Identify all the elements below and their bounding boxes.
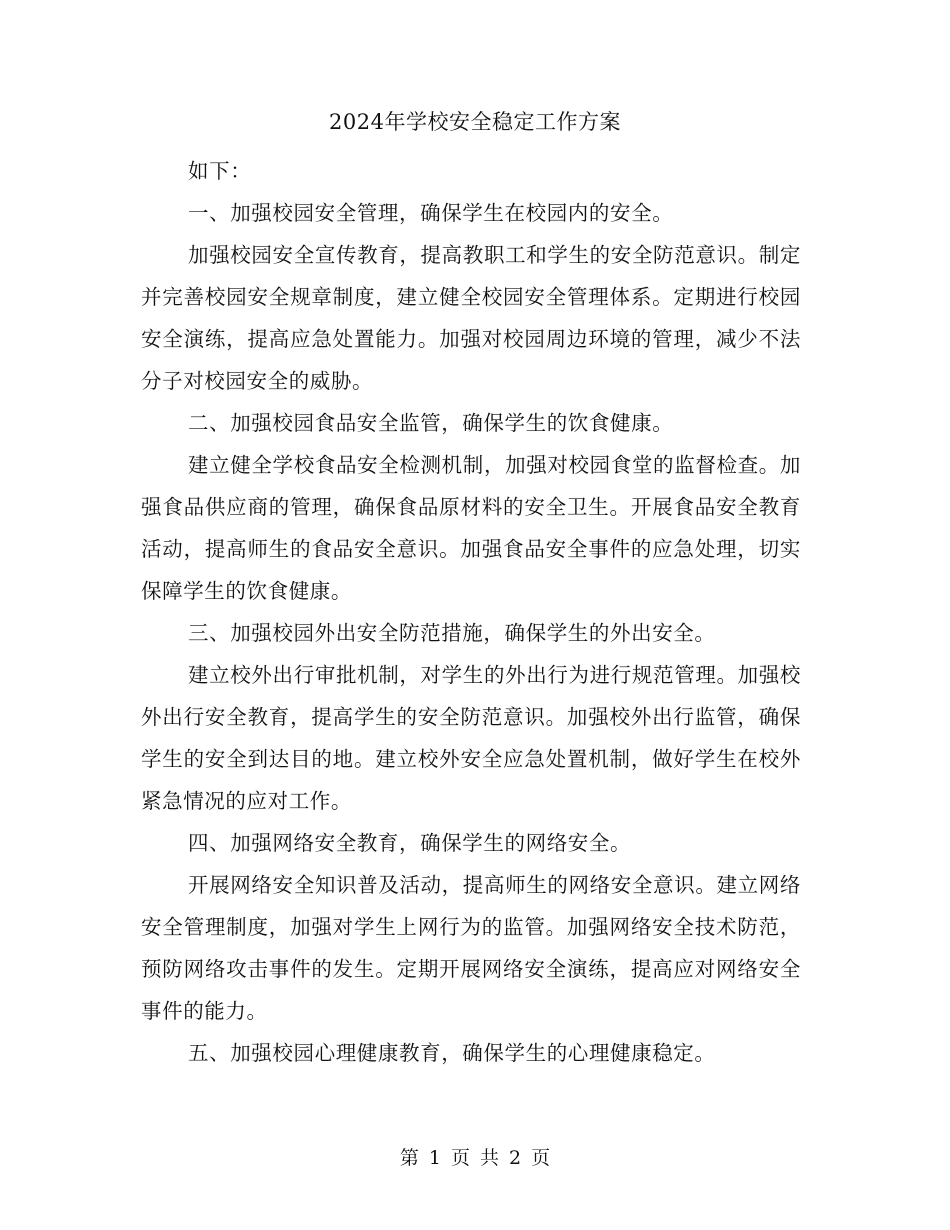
section-body-3: 建立校外出行审批机制，对学生的外出行为进行规范管理。加强校外出行安全教育，提高学生的安全防范意识。加强校外出行监管，确保学生的安全到达目的地。建立校外安全应急处置机制，做好学生在校外紧急情况的应对工作。 (141, 663, 801, 813)
section-heading-1: 一、加强校园安全管理，确保学生在校园内的安全。 (188, 201, 674, 225)
section-heading-5: 五、加强校园心理健康教育，确保学生的心理健康稳定。 (188, 1041, 716, 1065)
section-heading-3: 三、加强校园外出安全防范措施，确保学生的外出安全。 (188, 621, 716, 645)
section-body-2: 建立健全学校食品安全检测机制，加强对校园食堂的监督检查。加强食品供应商的管理，确保食品原材料的安全卫生。开展食品安全教育活动，提高师生的食品安全意识。加强食品安全事件的应急处理，切实保障学生的饮食健康。 (141, 453, 801, 603)
document-title: 2024年学校安全稳定工作方案 (329, 110, 621, 134)
section-body-4: 开展网络安全知识普及活动，提高师生的网络安全意识。建立网络安全管理制度，加强对学生上网行为的监管。加强网络安全技术防范，预防网络攻击事件的发生。定期开展网络安全演练，提高应对网络安全事件的能力。 (141, 873, 801, 1023)
section-heading-4: 四、加强网络安全教育，确保学生的网络安全。 (188, 831, 632, 855)
intro-paragraph: 如下： (188, 159, 252, 183)
section-heading-2: 二、加强校园食品安全监管，确保学生的饮食健康。 (188, 411, 674, 435)
page-number-footer: 第 1 页 共 2 页 (399, 1147, 551, 1169)
document-body (141, 150, 801, 1074)
section-body-1: 加强校园安全宣传教育，提高教职工和学生的安全防范意识。制定并完善校园安全规章制度，建立健全校园安全管理体系。定期进行校园安全演练，提高应急处置能力。加强对校园周边环境的管理，减少不法分子对校园安全的威胁。 (141, 243, 801, 393)
